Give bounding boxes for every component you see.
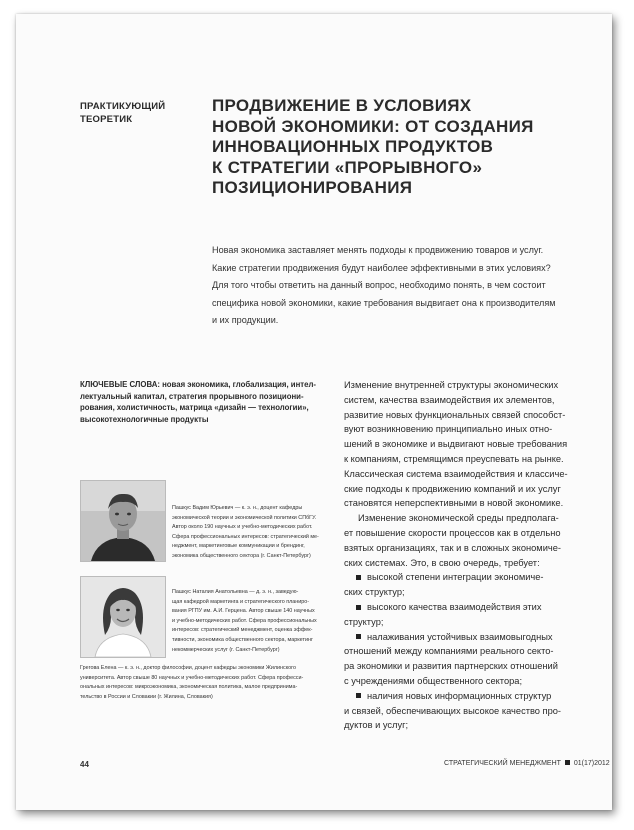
body-line: Классическая система взаимодействия и классиче-: [344, 468, 568, 479]
title-line: ПОЗИЦИОНИРОВАНИЯ: [212, 178, 413, 197]
bio-line: Грегова Елена — к. э. н., доктор философии, доцент кафедры экономики Жилинского: [80, 665, 296, 671]
author-bio: [80, 664, 330, 702]
body-line: систем, качества взаимодействия их элементов,: [344, 394, 555, 405]
title-line: ПРОДВИЖЕНИЕ В УСЛОВИЯХ: [212, 96, 472, 115]
bio-line: Сфера профессиональных интересов: стратегический ме-: [172, 533, 319, 540]
body-line: к компаниям, стремящимся преуспевать на рынке.: [344, 453, 564, 464]
bullet-line: [344, 570, 604, 585]
keywords-line: рования, холистичность, матрица «дизайн — технологии»,: [80, 403, 309, 412]
body-line: и связей, обеспечивающих высокое качество про-: [344, 705, 562, 716]
bullet-line: [344, 600, 604, 615]
body-line: отношений между компаниями реального секто-: [344, 646, 554, 657]
body-line: ских структур;: [344, 587, 405, 598]
bio-line: Пашкус Вадим Юрьевич — к. э. н., доцент кафедры: [172, 505, 303, 511]
journal-name: СТРАТЕГИЧЕСКИЙ МЕНЕДЖМЕНТ: [444, 760, 561, 767]
author-bio: [172, 504, 322, 562]
bullet-line: [344, 630, 604, 645]
bullet-text: высокого качества взаимодействия этих: [367, 601, 542, 612]
body-line: ские подходы к продвижению компаний и их услуг: [344, 483, 561, 494]
bio-line: интересов: стратегический менеджмент, оценка эффек-: [172, 627, 313, 634]
lead-line: Какие стратегии продвижения будут наиболее эффективными в этих условиях?: [212, 262, 551, 273]
bio-line: университета. Автор свыше 80 научных и учебно-методических работ. Сфера професси-: [80, 674, 304, 681]
body-line: Изменение внутренней структуры экономических: [344, 380, 559, 390]
bullet-text: высокой степени интеграции экономиче-: [367, 572, 544, 583]
body-line: ских системах. Это, в свою очередь, требует:: [344, 557, 540, 568]
bio-line: некоммерческих услуг (г. Санкт-Петербург): [172, 646, 280, 653]
lead-line: Для того чтобы ответить на данный вопрос, необходимо понять, в чем состоит: [212, 280, 546, 291]
bio-line: тельство в России и Словакии (г. Жилина, Словакия): [80, 693, 213, 700]
body-line: становятся неперспективными в новой экономике.: [344, 498, 564, 509]
separator-square-icon: [565, 760, 570, 765]
bullet-square-icon: [356, 575, 361, 580]
bullet-square-icon: [356, 605, 361, 610]
body-line: ет повышение скорости процессов как в отдельно: [344, 527, 561, 538]
running-footer: [444, 760, 610, 767]
lead-line: и их продукции.: [212, 315, 279, 326]
bio-line: и учебно-методических работ. Сфера профессиональных: [172, 617, 317, 624]
rubric-line: ПРАКТИКУЮЩИЙ: [80, 101, 166, 112]
bio-line: ональных интересов: микроэкономика, экономическая политика, малое предпринима-: [80, 684, 298, 691]
body-line: шений в экономике и выдвигают новые требования: [344, 439, 568, 450]
section-rubric: [80, 100, 165, 126]
bio-line: тивности, экономика общественного сектора, маркетинг: [172, 636, 313, 643]
bullet-line: [344, 689, 604, 704]
author-bio: [172, 588, 322, 655]
bullet-text: наличия новых информационных структур: [367, 690, 552, 701]
article-title: [212, 96, 592, 199]
bio-line: экономика общественного сектора (г. Санкт-Петербург): [172, 552, 311, 559]
title-line: ИННОВАЦИОННЫХ ПРОДУКТОВ: [212, 137, 494, 156]
keywords-line: высокотехнологичные продукты: [80, 414, 209, 424]
body-line: структур;: [344, 616, 384, 627]
title-line: НОВОЙ ЭКОНОМИКИ: ОТ СОЗДАНИЯ: [212, 116, 534, 136]
lead-line: специфика новой экономики, какие требования выдвигает она к производителям: [212, 297, 556, 308]
bullet-square-icon: [356, 634, 361, 639]
body-line: дуктов и услуг;: [344, 720, 409, 731]
body-line: Изменение экономической среды предполага-: [358, 513, 559, 524]
bio-line: Автор около 190 научных и учебно-методических работ.: [172, 524, 313, 531]
author-photo-female: [80, 576, 166, 658]
keywords-line: КЛЮЧЕВЫЕ СЛОВА: новая экономика, глобализация, интел-: [80, 380, 317, 389]
keywords-block: [80, 379, 340, 425]
body-line: развитие новых функциональных связей способст-: [344, 409, 566, 420]
bio-line: неджмент, маркетинговые коммуникации и брендинг,: [172, 543, 305, 550]
bio-line: щая кафедрой маркетинга и стратегического планиро-: [172, 598, 310, 605]
page-number: 44: [80, 760, 89, 769]
body-line: взятых организациях, так и в сложных экономиче-: [344, 542, 561, 553]
body-text: [344, 378, 604, 733]
article-lead: [212, 242, 600, 330]
lead-line: Новая экономика заставляет менять подходы к продвижению товаров и услуг.: [212, 245, 544, 255]
bullet-text: налаживания устойчивых взаимовыгодных: [367, 631, 553, 642]
title-line: К СТРАТЕГИИ «ПРОРЫВНОГО»: [212, 157, 483, 177]
journal-page: [16, 14, 612, 810]
body-line: с учреждениями общественного сектора;: [344, 675, 523, 686]
author-photo-male: [80, 480, 166, 562]
keywords-line: лектуальный капитал, стратегия прорывного позициони-: [80, 391, 304, 401]
body-line: вуют возникновению принципиально иных отно-: [344, 424, 553, 435]
bullet-square-icon: [356, 693, 361, 698]
rubric-line: ТЕОРЕТИК: [80, 114, 133, 125]
issue-number: 01(17)2012: [573, 760, 610, 767]
bio-line: вания РГПУ им. А.И. Герцена. Автор свыше 140 научных: [172, 608, 315, 615]
bio-line: экономической теории и экономической политики СПбГУ.: [172, 514, 317, 521]
body-line: ра экономики и развития партнерских отношений: [344, 661, 558, 672]
bio-line: Пашкус Наталия Анатольевна — д. э. н., заведую-: [172, 589, 299, 595]
